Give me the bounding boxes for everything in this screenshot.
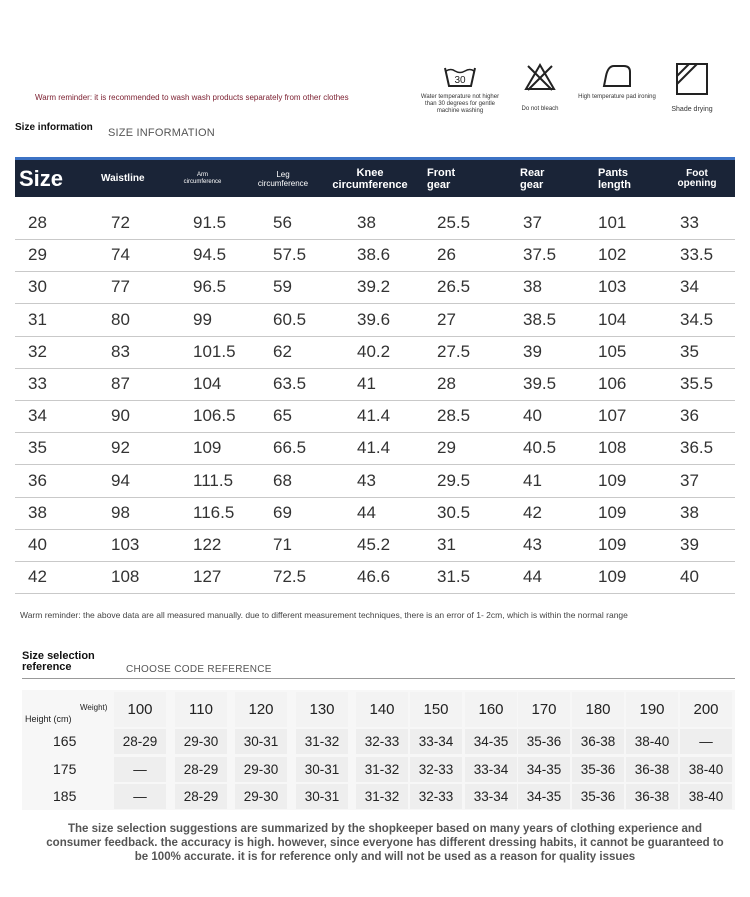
header-knee-circumference: Knee circumference: [332, 166, 408, 191]
table-row: [15, 336, 735, 369]
size-code-cell: 38-40: [680, 757, 732, 782]
header-rear-gear: Rear gear: [520, 166, 545, 191]
size-code-cell: 35-36: [572, 757, 624, 782]
table-cell: 39.2: [357, 277, 391, 297]
weight-header-cell: 190: [626, 692, 678, 727]
table-cell: 29: [437, 438, 456, 458]
table-cell: 34: [28, 406, 47, 426]
table-cell: 32: [28, 341, 47, 361]
table-cell: 30: [28, 277, 47, 297]
table-cell: 36: [680, 406, 699, 426]
table-row: [15, 497, 735, 530]
size-code-cell: —: [114, 784, 166, 809]
table-cell: 87: [111, 374, 130, 393]
table-cell: 38.6: [357, 245, 391, 265]
table-cell: 31.5: [437, 567, 471, 587]
table-cell: 109: [598, 470, 627, 490]
table-cell: 109: [598, 502, 627, 522]
table-cell: 71: [273, 535, 292, 554]
table-cell: 92: [111, 438, 130, 458]
weight-header-cell: 130: [296, 692, 348, 727]
size-selection-title-line1: Size selection: [22, 650, 95, 662]
table-cell: 63.5: [273, 374, 307, 393]
table-row: [15, 400, 735, 433]
table-cell: 101: [598, 213, 627, 232]
size-code-cell: 32-33: [410, 784, 462, 809]
table-cell: 27.5: [437, 341, 471, 361]
care-shade-dry: [652, 62, 732, 113]
size-code-cell: 28-29: [114, 729, 166, 754]
size-code-cell: 32-33: [410, 757, 462, 782]
table-cell: 109: [598, 535, 627, 554]
table-row: [15, 304, 735, 337]
weight-header-cell: 150: [410, 692, 462, 727]
table-cell: 26.5: [437, 277, 471, 297]
table-cell: 38: [523, 277, 542, 297]
table-cell: 35: [680, 341, 699, 361]
table-cell: 28: [28, 213, 47, 232]
weight-header-cell: 100: [114, 692, 166, 727]
size-table-header: [15, 157, 735, 197]
size-code-cell: —: [680, 729, 732, 754]
table-cell: 102: [598, 245, 627, 265]
table-row: [15, 561, 735, 594]
table-cell: 30.5: [437, 502, 471, 522]
table-cell: 103: [111, 535, 140, 554]
table-cell: 29: [28, 245, 47, 265]
table-cell: 40: [680, 567, 699, 587]
care-no-bleach-label: Do not bleach: [521, 106, 559, 112]
size-code-cell: 33-34: [465, 757, 517, 782]
iron-high-temperature-icon: [600, 62, 634, 90]
size-code-cell: 28-29: [175, 757, 227, 782]
table-cell: 77: [111, 277, 130, 297]
table-cell: 41.4: [357, 406, 391, 426]
table-cell: 74: [111, 245, 130, 265]
table-cell: 106: [598, 374, 627, 393]
warm-reminder-measurement: Warm reminder: the above data are all measured manually. due to different measurement techniques, there is an error of 1- 2cm, which is within the normal range: [20, 610, 628, 620]
table-cell: 25.5: [437, 213, 471, 232]
size-code-cell: 38-40: [680, 784, 732, 809]
table-cell: 35.5: [680, 374, 714, 393]
table-cell: 36.5: [680, 438, 714, 458]
table-cell: 31: [437, 535, 456, 554]
table-cell: 94: [111, 470, 130, 490]
table-cell: 60.5: [273, 309, 307, 329]
size-code-cell: 30-31: [235, 729, 287, 754]
header-waistline: Waistline: [101, 173, 145, 184]
table-cell: 33: [28, 374, 47, 393]
table-cell: 28.5: [437, 406, 471, 426]
table-cell: 40.5: [523, 438, 557, 458]
size-code-cell: 35-36: [518, 729, 570, 754]
header-foot-opening: Foot opening: [677, 167, 717, 189]
table-cell: 37.5: [523, 245, 557, 265]
table-cell: 101.5: [193, 341, 236, 361]
table-cell: 72.5: [273, 567, 307, 587]
table-cell: 34.5: [680, 309, 714, 329]
table-row: [15, 239, 735, 272]
table-cell: 107: [598, 406, 627, 426]
care-iron: [577, 62, 657, 101]
header-pants-length: Pants length: [598, 166, 631, 191]
warm-reminder-top: Warm reminder: it is recommended to wash wash products separately from other clothes: [35, 93, 349, 102]
size-code-cell: 32-33: [356, 729, 408, 754]
table-cell: 34: [680, 277, 699, 297]
wash-30-icon: [443, 62, 477, 90]
shade-drying-icon: [675, 62, 709, 96]
weight-header-cell: 170: [518, 692, 570, 727]
table-cell: 65: [273, 406, 292, 426]
size-code-cell: 29-30: [235, 784, 287, 809]
table-cell: 29.5: [437, 470, 471, 490]
weight-header-cell: 120: [235, 692, 287, 727]
table-cell: 43: [523, 535, 542, 554]
table-cell: 90: [111, 406, 130, 426]
size-code-cell: 36-38: [626, 784, 678, 809]
size-code-cell: 34-35: [518, 757, 570, 782]
table-cell: 80: [111, 309, 130, 329]
size-code-cell: 28-29: [175, 784, 227, 809]
header-arm-circumference: Arm circumference: [183, 171, 222, 185]
table-cell: 28: [437, 374, 456, 393]
size-code-cell: 29-30: [175, 729, 227, 754]
weight-label: Weight): [80, 703, 108, 712]
svg-text:30: 30: [454, 75, 466, 86]
table-cell: 69: [273, 502, 292, 522]
table-cell: 99: [193, 309, 212, 329]
table-row: [15, 271, 735, 304]
table-cell: 37: [523, 213, 542, 232]
height-value: 185: [53, 788, 77, 804]
height-label: Height (cm): [25, 714, 72, 724]
table-cell: 27: [437, 309, 456, 329]
size-code-cell: 36-38: [626, 757, 678, 782]
table-cell: 40.2: [357, 341, 391, 361]
table-cell: 106.5: [193, 406, 236, 426]
size-code-cell: 34-35: [518, 784, 570, 809]
table-cell: 62: [273, 341, 292, 361]
table-cell: 127: [193, 567, 222, 587]
table-cell: 108: [111, 567, 140, 587]
header-size: Size: [19, 165, 64, 191]
table-cell: 94.5: [193, 245, 227, 265]
care-no-bleach: [500, 62, 580, 113]
table-cell: 33.5: [680, 245, 714, 265]
header-leg-circumference: Leg circumference: [257, 169, 309, 188]
table-cell: 91.5: [193, 213, 227, 232]
table-cell: 116.5: [193, 502, 235, 522]
care-shade-dry-label: Shade drying: [671, 106, 713, 113]
table-cell: 111.5: [193, 470, 234, 490]
size-code-cell: —: [114, 757, 166, 782]
footer-disclaimer: The size selection suggestions are summarized by the shopkeeper based on many years of clothing experience and consumer feedback. the accuracy is high. however, since everyone has different dressing habits, it cannot be guaranteed to be 100% accurate. it is for reference only and will not be used as a reason for quality issues: [46, 823, 724, 863]
table-cell: 56: [273, 213, 292, 232]
care-iron-label: High temperature pad ironing: [578, 94, 656, 100]
care-wash: [420, 62, 500, 115]
table-cell: 26: [437, 245, 456, 265]
table-cell: 31: [28, 309, 47, 329]
table-cell: 66.5: [273, 438, 307, 458]
size-code-cell: 30-31: [296, 784, 348, 809]
table-cell: 68: [273, 470, 292, 490]
table-cell: 83: [111, 341, 130, 361]
table-cell: 39: [523, 341, 542, 361]
table-cell: 38: [357, 213, 376, 232]
table-cell: 96.5: [193, 277, 227, 297]
table-cell: 38.5: [523, 309, 557, 329]
size-selection-title-line2: reference: [22, 661, 72, 673]
table-cell: 44: [523, 567, 542, 587]
table-cell: 122: [193, 535, 222, 554]
table-cell: 39: [680, 535, 699, 554]
table-cell: 46.6: [357, 567, 391, 587]
table-cell: 43: [357, 470, 376, 490]
header-front-gear: Front gear: [427, 166, 456, 191]
table-cell: 40: [523, 406, 542, 426]
care-wash-label: Water temperature not higher than 30 degrees for gentle machine washing: [420, 94, 500, 114]
height-value: 165: [53, 733, 77, 749]
table-cell: 38: [28, 502, 47, 522]
table-cell: 105: [598, 341, 627, 361]
table-cell: 57.5: [273, 245, 307, 265]
weight-header-cell: 140: [356, 692, 408, 727]
weight-header-cell: 200: [680, 692, 732, 727]
size-code-cell: 31-32: [296, 729, 348, 754]
table-cell: 39.6: [357, 309, 391, 329]
table-row: [15, 432, 735, 465]
size-code-cell: 36-38: [572, 729, 624, 754]
table-cell: 40: [28, 535, 47, 554]
table-cell: 109: [193, 438, 222, 458]
size-code-cell: 31-32: [356, 784, 408, 809]
table-cell: 37: [680, 470, 699, 490]
size-code-cell: 31-32: [356, 757, 408, 782]
size-code-cell: 29-30: [235, 757, 287, 782]
table-cell: 36: [28, 470, 47, 490]
table-row: [15, 465, 735, 498]
table-cell: 35: [28, 438, 47, 458]
size-information-caption: SIZE INFORMATION: [108, 127, 215, 139]
size-code-cell: 33-34: [410, 729, 462, 754]
weight-header-cell: 110: [175, 692, 227, 727]
table-cell: 72: [111, 213, 130, 232]
table-row: [15, 207, 735, 240]
table-cell: 109: [598, 567, 627, 587]
table-row: [15, 529, 735, 562]
table-cell: 104: [193, 374, 222, 393]
table-cell: 42: [523, 502, 542, 522]
table-cell: 103: [598, 277, 627, 297]
size-selection-title: [22, 651, 95, 673]
divider: [22, 678, 735, 679]
size-code-cell: 34-35: [465, 729, 517, 754]
table-cell: 33: [680, 213, 699, 232]
do-not-bleach-icon: [523, 62, 557, 92]
size-code-cell: 30-31: [296, 757, 348, 782]
table-cell: 98: [111, 502, 130, 522]
table-row: [15, 368, 735, 401]
table-cell: 39.5: [523, 374, 557, 393]
size-code-cell: 35-36: [572, 784, 624, 809]
table-cell: 41.4: [357, 438, 391, 458]
table-cell: 44: [357, 502, 376, 522]
table-cell: 42: [28, 567, 47, 587]
table-cell: 104: [598, 309, 627, 329]
table-cell: 38: [680, 502, 699, 522]
weight-header-cell: 180: [572, 692, 624, 727]
table-cell: 41: [357, 374, 376, 393]
choose-code-caption: CHOOSE CODE REFERENCE: [126, 664, 272, 675]
size-code-cell: 38-40: [626, 729, 678, 754]
size-code-cell: 33-34: [465, 784, 517, 809]
size-information-label: Size information: [15, 122, 93, 133]
table-cell: 108: [598, 438, 627, 458]
height-value: 175: [53, 761, 77, 777]
table-cell: 41: [523, 470, 542, 490]
table-cell: 45.2: [357, 535, 391, 554]
weight-header-cell: 160: [465, 692, 517, 727]
table-cell: 59: [273, 277, 292, 297]
